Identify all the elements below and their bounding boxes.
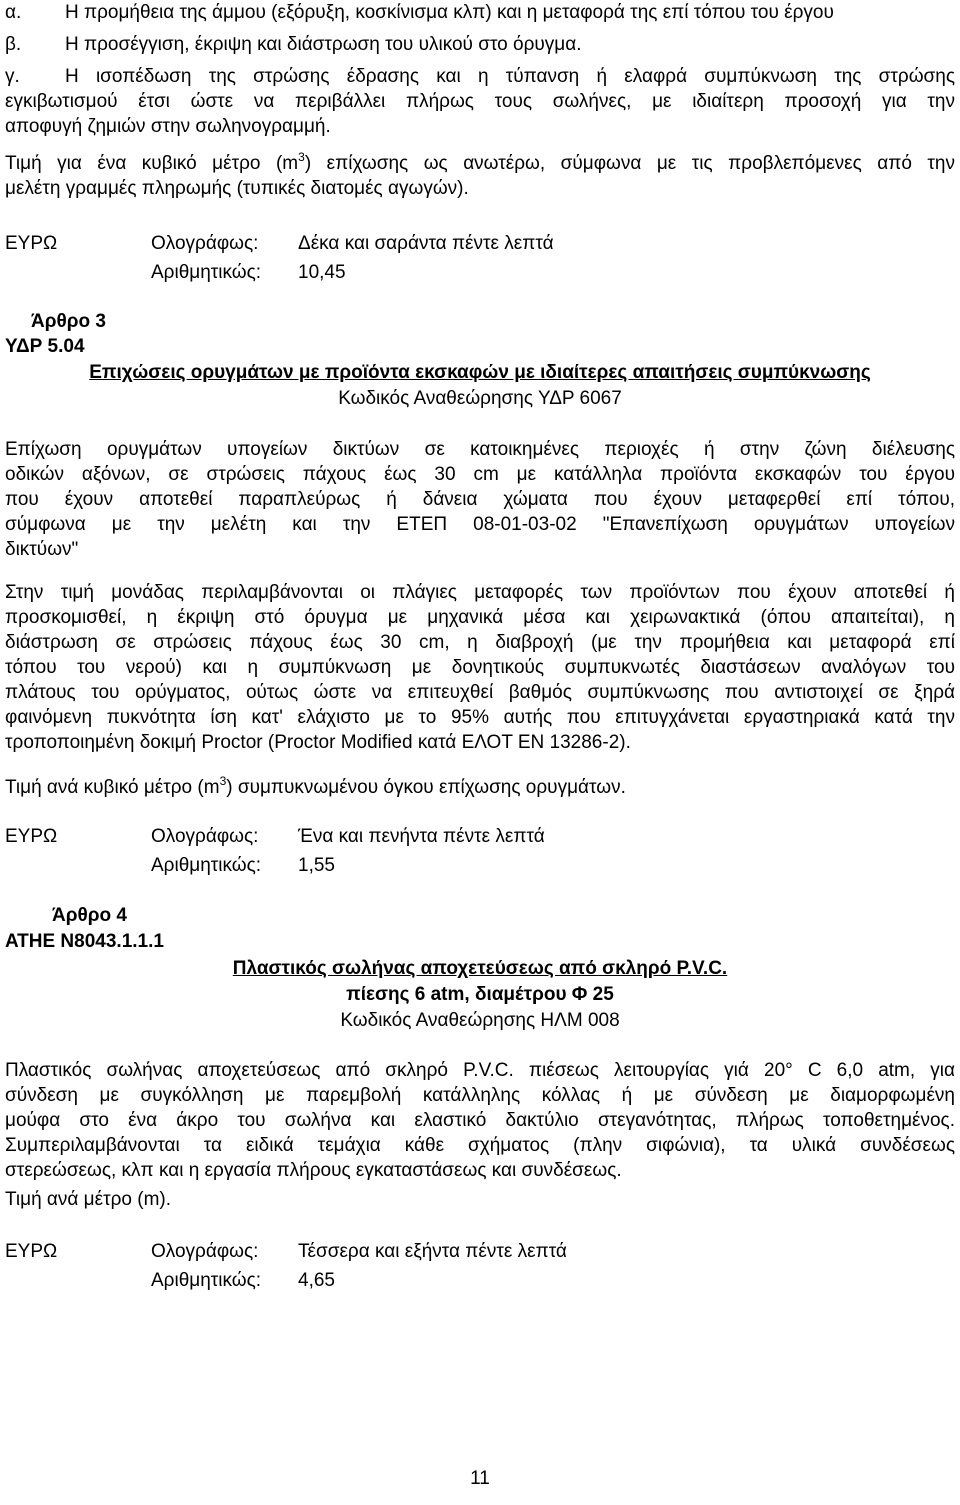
price-in-digits: 4,65 [298, 1270, 335, 1291]
article-code: ΥΔΡ 5.04 [5, 336, 85, 357]
article-title: Άρθρο 3 [31, 311, 106, 332]
currency-label: ΕΥΡΩ [5, 1241, 58, 1262]
article-code: ΑΤΗΕ Ν8043.1.1.1 [5, 931, 164, 952]
list-item-text: Η προσέγγιση, έκριψη και διάστρωση του υλικού στο όρυγμα. [65, 34, 582, 55]
article-paragraph: Πλαστικός σωλήνας αποχετεύσεως από σκληρό P.V.C. πιέσεως λειτουργίας γιά 20° C 6,0 atm, για σύνδεση με συγκόλληση με παρεμβολή κατάλληλης κόλλας ή με σύνδεση με διαμορφωμένη μούφα στο ένα άκρο του σωλήνα και ελαστικό δακτύλιο στεγανότητας, πλήρως τοποθετημένος. Συμπεριλαμβάνονται τα ειδικά τεμάχια κάθε σχήματος (πλην σιφώνια), τα υλικά συνδέσεως στερεώσεως, κλπ και η εργασία πλήρους εγκαταστάσεως και συνδέσεως. [5, 1060, 955, 1181]
list-marker: γ. [5, 66, 20, 87]
list-item [5, 64, 955, 139]
currency-label: ΕΥΡΩ [5, 233, 58, 254]
currency-label: ΕΥΡΩ [5, 826, 58, 847]
price-in-words: Τέσσερα και εξήντα πέντε λεπτά [298, 1241, 567, 1262]
revision-code: Κωδικός Αναθεώρησης ΗΛΜ 008 [340, 1010, 620, 1031]
work-items-list [5, 0, 955, 139]
price-unit-note: Τιμή ανά μέτρο (m). [5, 1189, 171, 1210]
list-marker: α. [5, 2, 22, 23]
list-item-text: Η προμήθεια της άμμου (εξόρυξη, κοσκίνισμα κλπ) και η μεταφορά της επί τόπου του έργου [65, 2, 834, 23]
list-item-text: Η ισοπέδωση της στρώσης έδρασης και η τύπανση ή ελαφρά συμπύκνωση της στρώσης εγκιβωτισμού έτσι ώστε να περιβάλλει πλήρως τους σωλήνες, με ιδιαίτερη προσοχή για την αποφυγή ζημιών στην σωληνογραμμή. [5, 66, 955, 137]
list-item [5, 32, 955, 57]
article-heading: Επιχώσεις ορυγμάτων με προϊόντα εκσκαφών με ιδιαίτερες απαιτήσεις συμπύκνωσης [89, 362, 871, 383]
article-heading: Πλαστικός σωλήνας αποχετεύσεως από σκληρό P.V.C. [232, 958, 728, 979]
price-block: ΕΥΡΩ Ολογράφως: Δέκα και σαράντα πέντε λεπτά Αριθμητικώς: 10,45 [5, 233, 554, 283]
list-marker: β. [5, 34, 22, 55]
price-in-words: Δέκα και σαράντα πέντε λεπτά [298, 233, 554, 254]
article-subheading: πίεσης 6 atm, διαμέτρου Φ 25 [346, 984, 614, 1005]
price-in-digits: 10,45 [298, 262, 346, 283]
price-unit-note: Τιμή ανά κυβικό μέτρο $(m^3)$ συμπυκνωμένου όγκου επίχωσης ορυγμάτων. [5, 773, 626, 798]
price-in-words: Ένα και πενήντα πέντε λεπτά [298, 826, 545, 847]
list-item [5, 0, 955, 25]
price-in-digits: 1,55 [298, 855, 335, 876]
price-unit-note: Τιμή για ένα κυβικό μέτρο $(m^3)$ επίχωσης ως ανωτέρω, σύμφωνα με τις προβλεπόμενες από την μελέτη γραμμές πληρωμής (τυπικές διατομές αγωγών). [5, 149, 955, 199]
article-paragraph: Επίχωση ορυγμάτων υπογείων δικτύων σε κατοικημένες περιοχές ή στην ζώνη διέλευσης οδικών αξόνων, σε στρώσεις πάχους έως 30 cm με κατάλληλα προϊόντα εκσκαφών του έργου που έχουν αποτεθεί παραπλεύρως ή δάνεια χώματα που έχουν μεταφερθεί επί τόπου, σύμφωνα με την μελέτη και την ΕΤΕΠ 08-01-03-02 "Επανεπίχωση ορυγμάτων υπογείων δικτύων" [5, 439, 955, 560]
price-block: ΕΥΡΩ Ολογράφως: Τέσσερα και εξήντα πέντε λεπτά Αριθμητικώς: 4,65 [5, 1241, 567, 1291]
article-paragraph: Στην τιμή μονάδας περιλαμβάνονται οι πλάγιες μεταφορές των προϊόντων που έχουν αποτεθεί ή προσκομισθεί, η έκριψη στό όρυγμα με μηχανικά μέσα και χειρωνακτικά (όπου απαιτείται), η διάστρωση σε στρώσεις πάχους έως 30 cm, η διαβροχή (με την προμήθεια και μεταφορά επί τόπου του νερού) και η συμπύκνωση με δονητικούς συμπυκνωτές διαστάσεων αναλόγων του πλάτους του ορύγματος, ούτως ώστε να επιτευχθεί βαθμός συμπύκνωσης που αντιστοιχεί σε ξηρά φαινόμενη πυκνότητα ίση κατ' ελάχιστο με το 95% αυτής που επιτυγχάνεται εργαστηριακά κατά την τροποποιημένη δοκιμή Proctor (Proctor Modified κατά ΕΛΟΤ ΕΝ 13286-2). [5, 582, 955, 753]
revision-code: Κωδικός Αναθεώρησης ΥΔΡ 6067 [338, 388, 622, 409]
page-number: 11 [470, 1468, 490, 1489]
price-block: ΕΥΡΩ Ολογράφως: Ένα και πενήντα πέντε λεπτά Αριθμητικώς: 1,55 [5, 826, 545, 876]
article-title: Άρθρο 4 [52, 905, 127, 926]
